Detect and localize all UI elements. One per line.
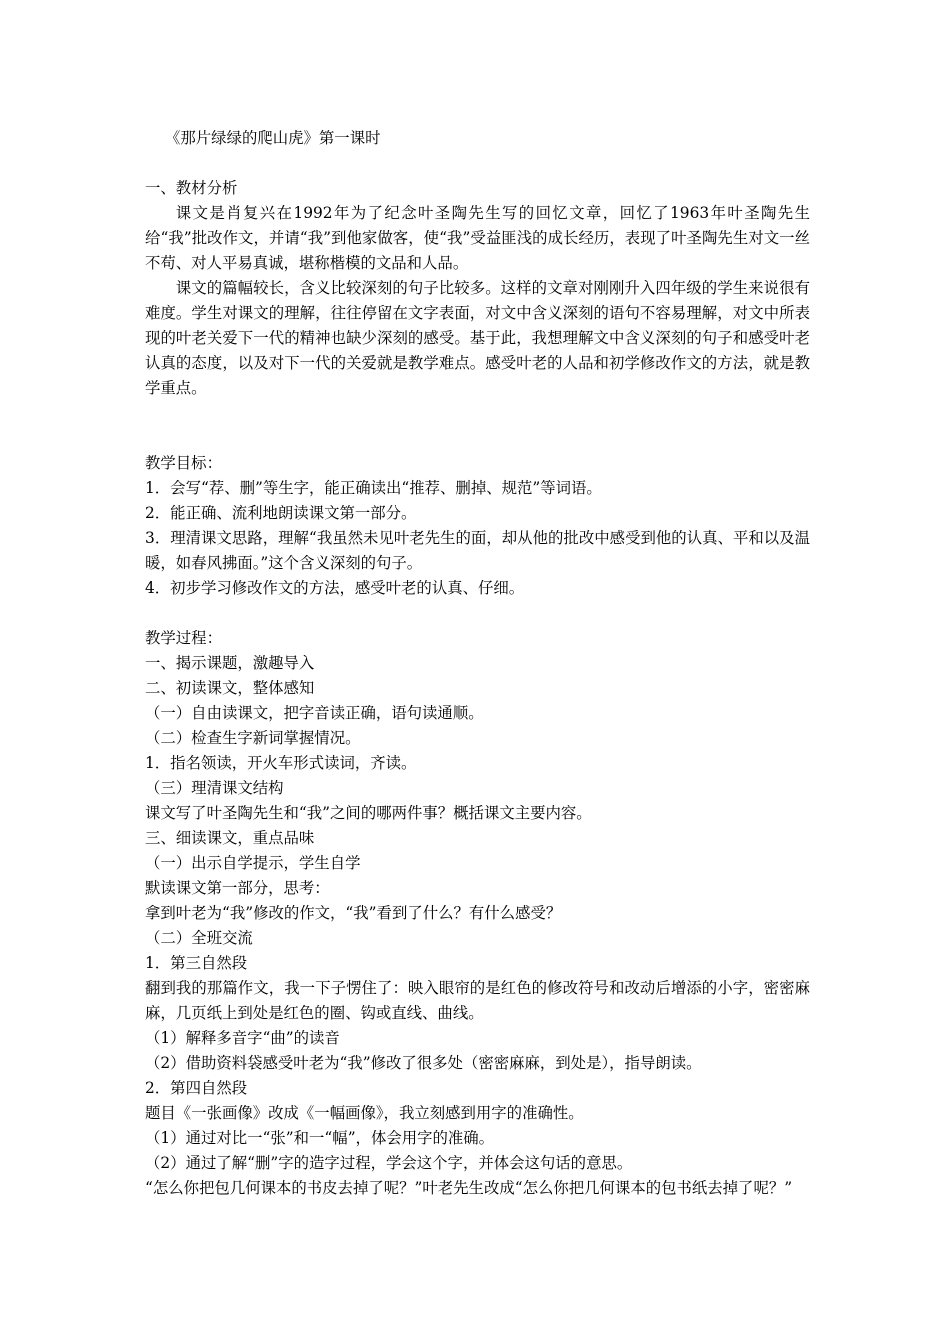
process-line: （1）通过对比一“张”和一“幅”，体会用字的准确。 <box>145 1129 495 1147</box>
analysis-heading: 一、教材分析 <box>145 179 238 197</box>
goal-item: 1．会写“荐、删”等生字，能正确读出“推荐、删掉、规范”等词语。 <box>145 479 602 497</box>
process-line: （三）理清课文结构 <box>145 779 284 797</box>
process-line: 一、揭示课题，激趣导入 <box>145 654 315 672</box>
process-line: （2）借助资料袋感受叶老为“我”修改了很多处（密密麻麻，到处是），指导朗读。 <box>145 1054 702 1072</box>
process-line: 翻到我的那篇作文，我一下子愣住了：映入眼帘的是红色的修改符号和改动后增添的小字，密密麻麻，几页纸上到处是红色的圈、钩或直线、曲线。 <box>145 979 810 1022</box>
process-line: 二、初读课文，整体感知 <box>145 679 315 697</box>
process-line: 题目《一张画像》改成《一幅画像》，我立刻感到用字的准确性。 <box>145 1104 584 1122</box>
process-line: 课文写了叶圣陶先生和“我”之间的哪两件事？概括课文主要内容。 <box>145 804 592 822</box>
analysis-paragraph: 课文是肖复兴在1992年为了纪念叶圣陶先生写的回忆文章，回忆了1963年叶圣陶先生给“我”批改作文，并请“我”到他家做客，使“我”受益匪浅的成长经历，表现了叶圣陶先生对文一丝不苟、对人平易真诚，堪称楷模的文品和人品。 <box>145 204 810 272</box>
document-title: 《那片绿绿的爬山虎》第一课时 <box>165 129 381 147</box>
process-line: 1．指名领读，开火车形式读词，齐读。 <box>145 754 417 772</box>
process-line: 三、细读课文，重点品味 <box>145 829 315 847</box>
spacer <box>145 151 810 176</box>
goal-item: 2．能正确、流利地朗读课文第一部分。 <box>145 504 417 522</box>
process-line: （二）全班交流 <box>145 929 253 947</box>
goals-heading: 教学目标： <box>145 454 222 472</box>
spacer <box>145 601 810 626</box>
process-line: 2．第四自然段 <box>145 1079 248 1097</box>
process-heading: 教学过程： <box>145 629 222 647</box>
process-line: 默读课文第一部分，思考： <box>145 879 330 897</box>
spacer <box>145 401 810 451</box>
process-line: （1）解释多音字“曲”的读音 <box>145 1029 340 1047</box>
process-line: 拿到叶老为“我”修改的作文，“我”看到了什么？有什么感受？ <box>145 904 562 922</box>
process-line: “怎么你把包几何课本的书皮去掉了呢？”叶老先生改成“怎么你把几何课本的包书纸去掉了呢？” <box>145 1179 793 1197</box>
analysis-paragraph: 课文的篇幅较长，含义比较深刻的句子比较多。这样的文章对刚刚升入四年级的学生来说很有难度。学生对课文的理解，往往停留在文字表面，对文中含义深刻的语句不容易理解，对文中所表现的叶老关爱下一代的精神也缺少深刻的感受。基于此，我想理解文中含义深刻的句子和感受叶老认真的态度，以及对下一代的关爱就是教学难点。感受叶老的人品和初学修改作文的方法，就是教学重点。 <box>145 279 810 397</box>
process-line: （2）通过了解“删”字的造字过程，学会这个字，并体会这句话的意思。 <box>145 1154 633 1172</box>
process-line: （一）出示自学提示，学生自学 <box>145 854 361 872</box>
process-line: 1．第三自然段 <box>145 954 248 972</box>
process-line: （一）自由读课文，把字音读正确，语句读通顺。 <box>145 704 484 722</box>
goal-item: 3．理清课文思路，理解“我虽然未见叶老先生的面，却从他的批改中感受到他的认真、平和以及温暖，如春风拂面。”这个含义深刻的句子。 <box>145 529 810 572</box>
process-line: （二）检查生字新词掌握情况。 <box>145 729 361 747</box>
goal-item: 4．初步学习修改作文的方法，感受叶老的认真、仔细。 <box>145 579 525 597</box>
document-body <box>145 126 810 1201</box>
